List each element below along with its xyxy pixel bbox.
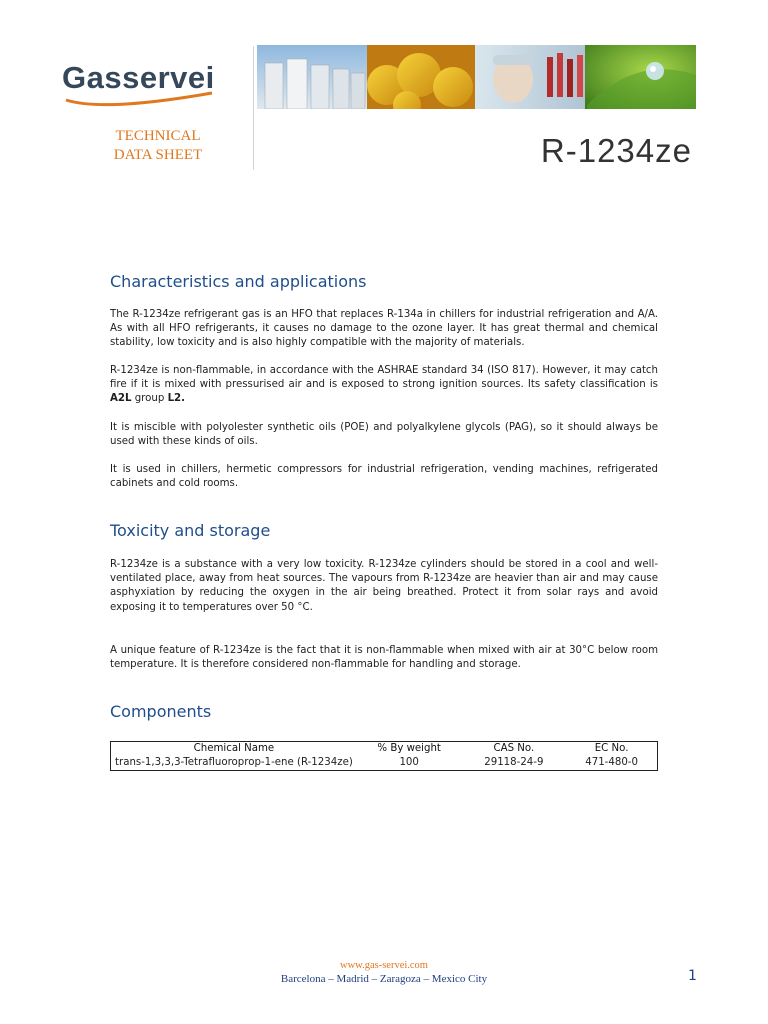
section-heading-characteristics: Characteristics and applications (110, 272, 367, 291)
footer-website-link[interactable]: www.gas-servei.com (340, 960, 428, 971)
cell-chemical-name: trans-1,3,3,3-Tetrafluoroprop-1-ene (R-1234ze) (115, 757, 353, 768)
toxicity-paragraph-1: R-1234ze is a substance with a very low toxicity. R-1234ze cylinders should be stored in a cool and well-ventilated place, away from heat sources. The vapours from R-1234ze are heavier than air and may cause asphyxiation by reducing the oxygen in the air being breathed. Protect it from solar rays and avoid exposing it to temperatures over 50 °C. (110, 559, 658, 613)
safety-group: L2. (167, 393, 186, 405)
characteristics-paragraph-3: It is miscible with polyolester synthetic oils (POE) and polyalkylene glycols (PAG), so it should always be used with these kinds of oils. (110, 422, 658, 448)
column-header-ec: EC No. (594, 743, 629, 754)
document-type-line2: DATA SHEET (113, 147, 203, 163)
document-type (78, 127, 238, 165)
safety-group-label: group (134, 393, 165, 405)
column-header-chemical-name: Chemical Name (193, 743, 275, 754)
cell-ec: 471-480-0 (585, 757, 638, 768)
characteristics-paragraph-2-text: R-1234ze is non-flammable, in accordance with the ASHRAE standard 34 (ISO 817). However, it may catch fire if it is mixed with pressurised air and is exposed to strong ignition sources. Its safety classification is (110, 365, 658, 391)
logo-swoosh-icon (64, 90, 214, 108)
toxicity-paragraph-2: A unique feature of R-1234ze is the fact that it is non-flammable when mixed with air at 30°C below room temperature. It is therefore considered non-flammable for handling and storage. (110, 645, 658, 671)
logo-text: Gasservei (62, 60, 215, 95)
components-table (110, 741, 658, 771)
section-heading-toxicity: Toxicity and storage (110, 521, 271, 540)
product-title: R-1234ze (540, 132, 692, 169)
characteristics-paragraph-1: The R-1234ze refrigerant gas is an HFO that replaces R-134a in chillers for industrial refrigeration and A/A. As with all HFO refrigerants, it causes no damage to the ozone layer. It has great thermal and chemical stability, low toxicity and is also highly compatible with the majority of materials. (110, 309, 658, 349)
characteristics-paragraph-4: It is used in chillers, hermetic compressors for industrial refrigeration, vending machines, refrigerated cabinets and cold rooms. (110, 464, 658, 490)
safety-class: A2L (110, 393, 132, 405)
page-number: 1 (688, 968, 697, 984)
document-type-line1: TECHNICAL (115, 128, 201, 144)
header-divider (253, 46, 254, 170)
column-header-cas: CAS No. (493, 743, 535, 754)
cell-weight: 100 (399, 757, 419, 768)
company-logo (62, 62, 232, 106)
footer-cities: Barcelona – Madrid – Zaragoza – Mexico City (280, 973, 488, 985)
header-banner-image (257, 45, 696, 109)
column-header-weight: % By weight (377, 743, 441, 754)
cell-cas: 29118-24-9 (484, 757, 544, 768)
table-row (111, 756, 658, 771)
section-heading-components: Components (110, 702, 212, 721)
characteristics-paragraph-2 (110, 364, 658, 407)
table-header-row (111, 742, 658, 757)
